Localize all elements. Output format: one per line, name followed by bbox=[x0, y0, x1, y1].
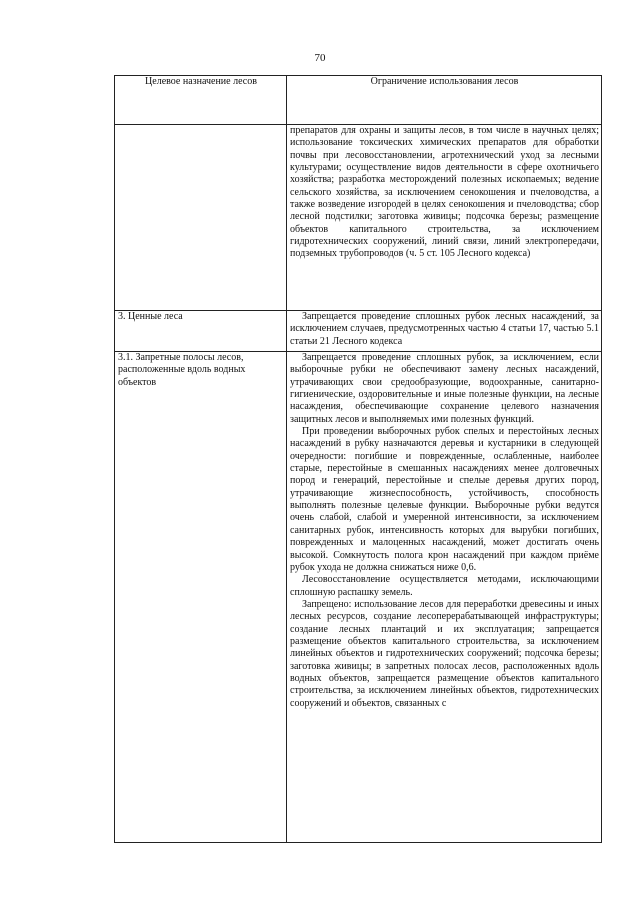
restriction-paragraph: препаратов для охраны и защиты лесов, в том числе в научных целях; использование токсических химических препаратов для обработки почвы при лесовосстановлении, агротехнический уход за лесными культурами; осуществление видов деятельности в сфере охотничьего хозяйства; разработка месторождений полезных ископаемых; ведение сельского хозяйства, за исключением сенокошения и пчеловодства, а также возведение изгородей в целях сенокошения и пчеловодства; сбор лесной подстилки; заготовка живицы; подсочка березы; размещение объектов капитального строительства, за исключением гидротехнических сооружений, линий связи, линий электропередачи, подземных трубопроводов (ч. 5 ст. 105 Лесного кодекса) bbox=[290, 125, 599, 260]
row-restriction-cell bbox=[287, 311, 602, 352]
page-number: 70 bbox=[314, 52, 326, 64]
restriction-paragraph: Запрещается проведение сплошных рубок лесных насаждений, за исключением случаев, предусмотренных частью 4 статьи 17, частью 5.1 статьи 21 Лесного кодекса bbox=[290, 311, 599, 347]
row-restriction-cell bbox=[287, 352, 602, 843]
header-restriction: Ограничение использования лесов bbox=[287, 76, 602, 125]
forest-restrictions-table bbox=[114, 75, 602, 843]
table-header-row bbox=[115, 76, 602, 125]
restriction-paragraph: При проведении выборочных рубок спелых и перестойных лесных насаждений в рубку назначаются деревья и кустарники в следующей очередности: погибшие и поврежденные, ослабленные, наиболее старые, перестойные в смешанных насаждениях менее долговечных пород и генераций, перестойные и спелые деревья других пород, утрачивающие жизнеспособность, устойчивость, способность выполнять полезные целевые функции. Выборочные рубки ведутся очень слабой, слабой и умеренной интенсивности, за исключением санитарных рубок, интенсивность которых для вырубки погибших, поврежденных и малоценных насаждений, может достигать очень высокой. Сомкнутость полога крон насаждений при каждом приёме рубок ухода не должна снижаться ниже 0,6. bbox=[290, 426, 599, 573]
row-purpose-cell: 3.1. Запретные полосы лесов, расположенные вдоль водных объектов bbox=[115, 352, 287, 843]
restriction-paragraph: Запрещено: использование лесов для переработки древесины и иных лесных ресурсов, создание лесоперерабатывающей инфраструктуры; создание лесных плантаций и их эксплуатация; запрещается размещение объектов капитального строительства, за исключением линейных объектов и гидротехнических сооружений; подсочка березы; заготовка живицы; в запретных полосах лесов, расположенных вдоль водных объектов, запрещается размещение объектов капитального строительства, за исключением линейных объектов, гидротехнических сооружений и объектов, связанных с bbox=[290, 598, 599, 709]
table-row bbox=[115, 311, 602, 352]
row-restriction-cell bbox=[287, 125, 602, 311]
restriction-paragraph: Запрещается проведение сплошных рубок, за исключением, если выборочные рубки не обеспечивают замену лесных насаждений, утрачивающих свои средообразующие, водоохранные, санитарно-гигиенические, оздоровительные и иные полезные функции, на лесные насаждения, обеспечивающие сохранение целевого назначения защитных лесов и выполняемых ими полезных функций. bbox=[290, 352, 599, 425]
header-purpose: Целевое назначение лесов bbox=[115, 76, 287, 125]
restriction-paragraph: Лесовосстановление осуществляется методами, исключающими сплошную распашку земель. bbox=[290, 574, 599, 598]
row-purpose-cell bbox=[115, 125, 287, 311]
table-row bbox=[115, 352, 602, 843]
table-row bbox=[115, 125, 602, 311]
row-purpose-cell: 3. Ценные леса bbox=[115, 311, 287, 352]
